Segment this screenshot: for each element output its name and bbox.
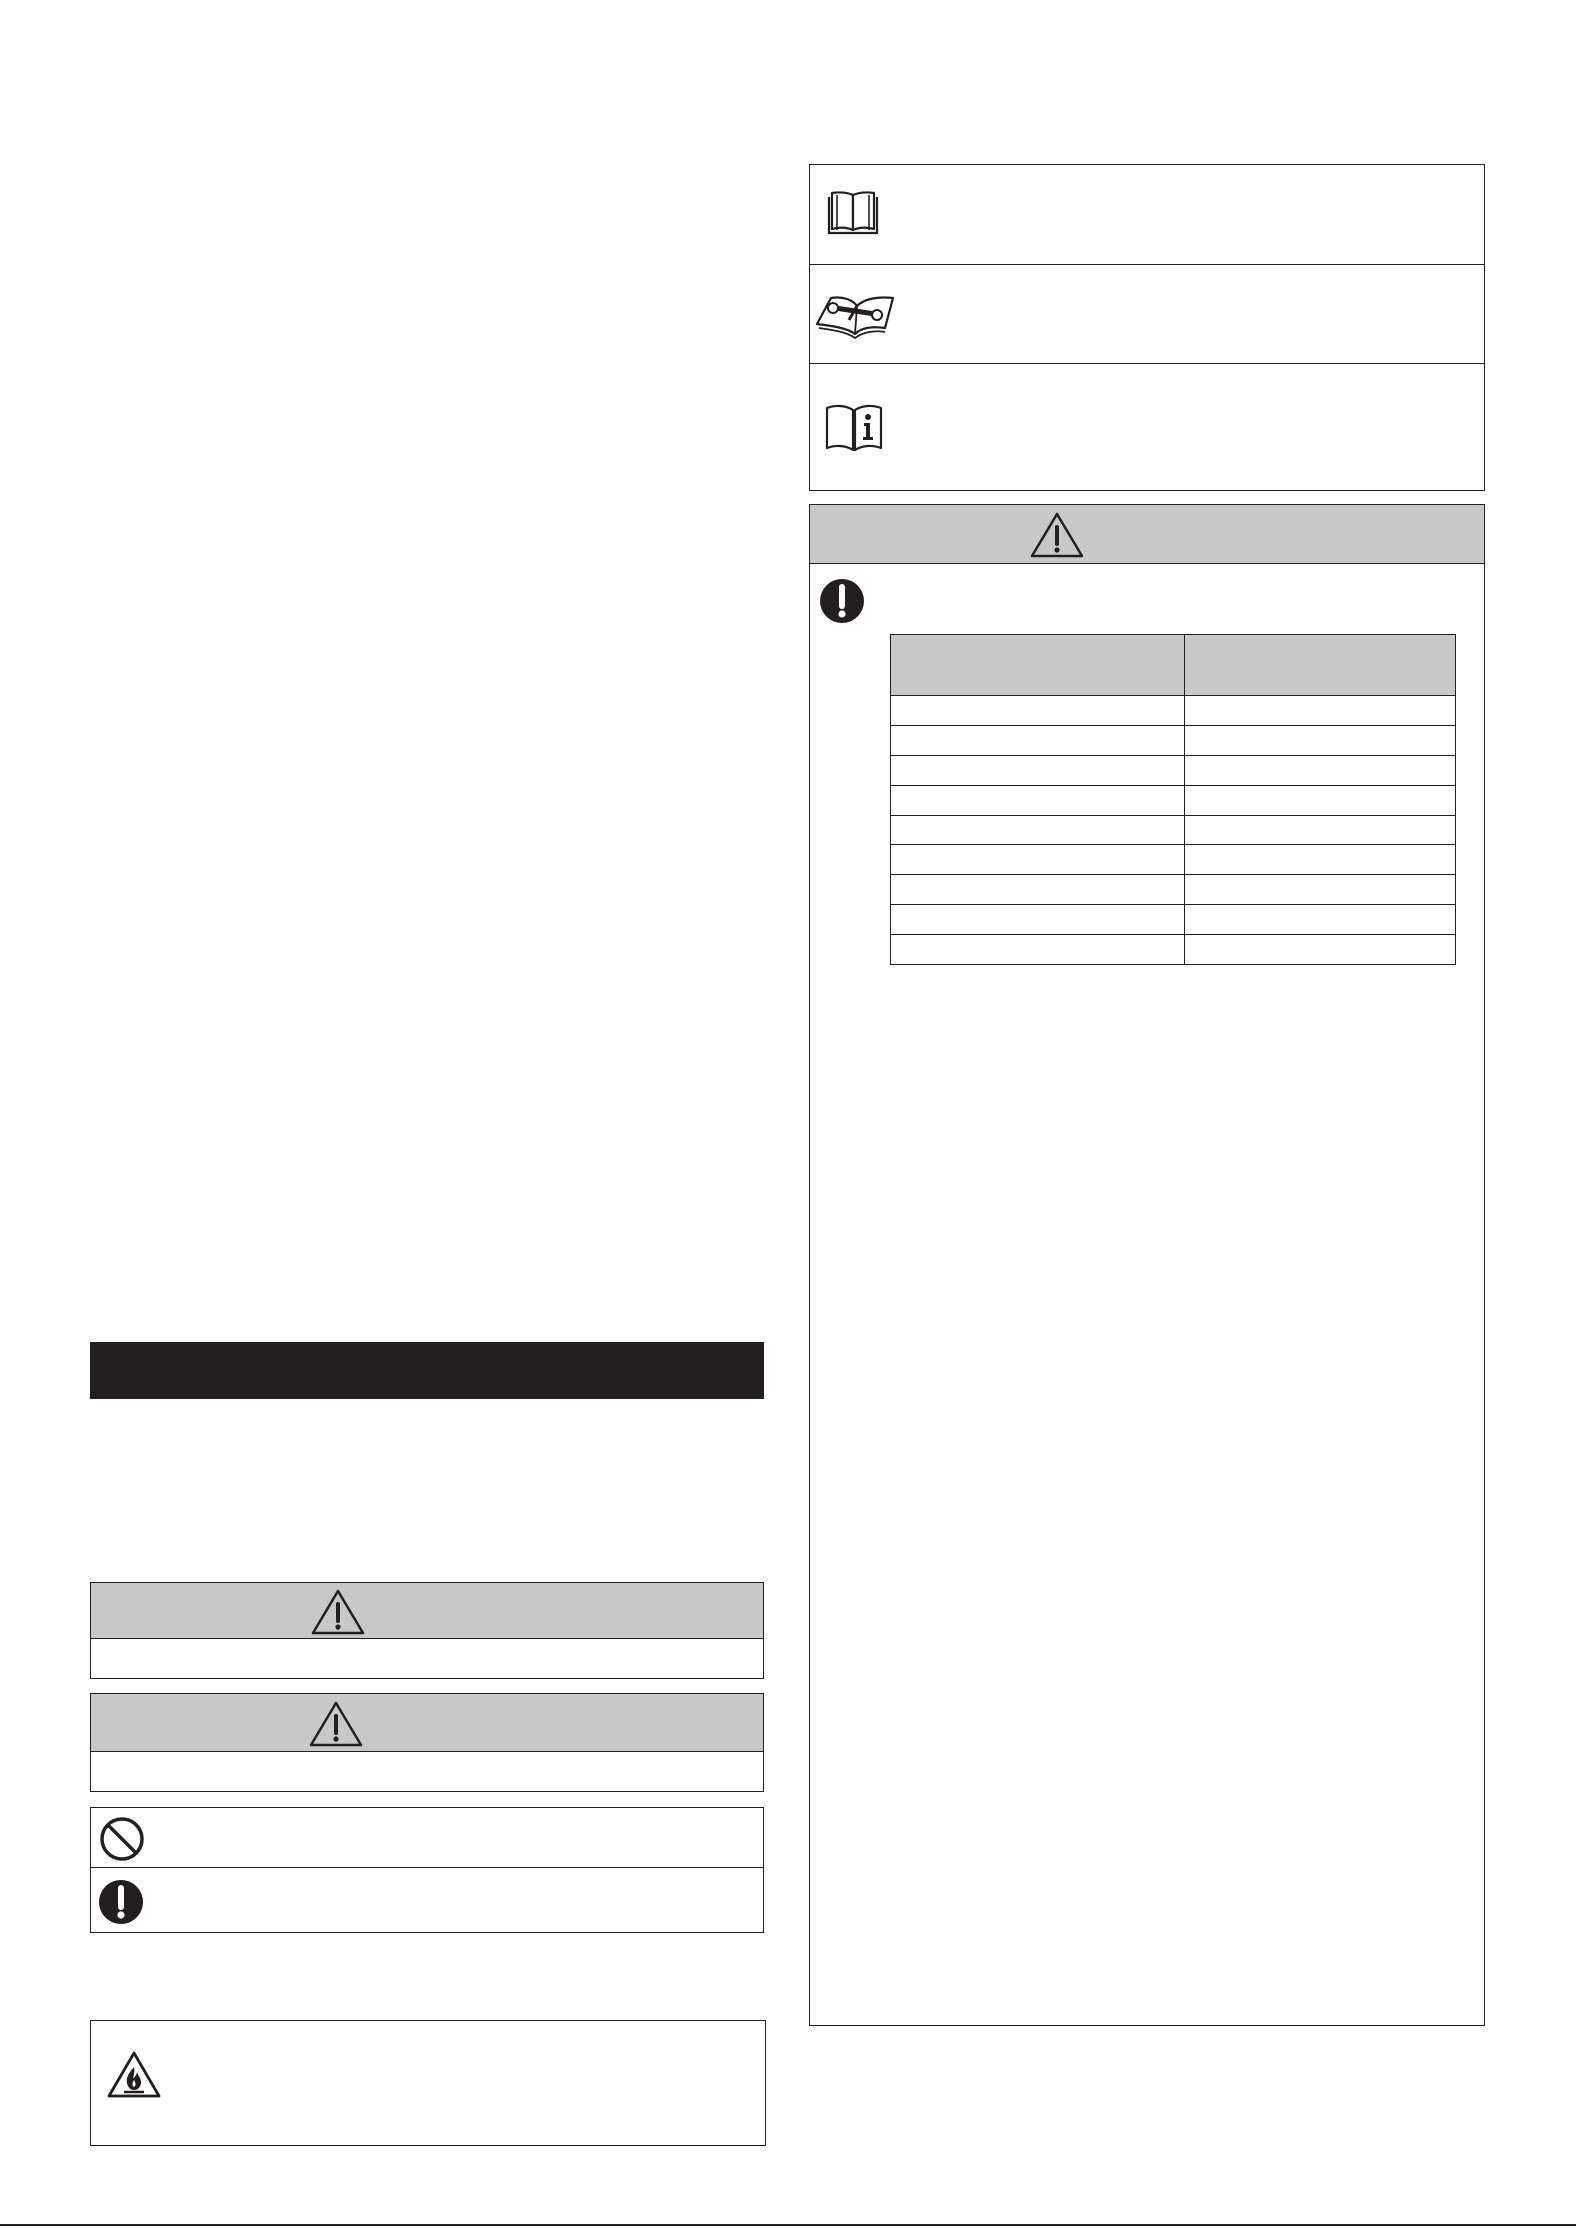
warning-panel (809, 504, 1485, 2026)
table-cell (891, 725, 1185, 755)
flammable-notice-box (90, 2020, 766, 2146)
section-heading-text (90, 1342, 764, 1366)
warning-triangle-icon (1029, 511, 1085, 559)
table-header-cell (1184, 635, 1455, 696)
symbol-explanation-box (90, 1807, 764, 1933)
warning-triangle-icon (308, 1700, 364, 1748)
operation-manual-icon (825, 189, 881, 239)
service-manual-icon (813, 288, 897, 340)
manual-symbol-row-service (810, 266, 1484, 363)
page-bottom-rule (0, 2224, 1576, 2226)
information-manual-icon (823, 402, 885, 454)
table-row (891, 725, 1456, 755)
table-cell (1184, 875, 1455, 905)
table-cell (891, 785, 1185, 815)
table-cell (1184, 725, 1455, 755)
table-header-row (891, 635, 1456, 696)
table-cell (1184, 696, 1455, 726)
table-row (891, 755, 1456, 785)
table-row (891, 785, 1456, 815)
table-cell (1184, 785, 1455, 815)
table-cell (891, 875, 1185, 905)
warning-panel-header (810, 505, 1484, 564)
mandatory-row (91, 1869, 763, 1933)
manual-symbol-row-information (810, 365, 1484, 491)
table-cell (891, 845, 1185, 875)
table-header-cell (891, 635, 1185, 696)
section-heading-bar (90, 1342, 764, 1399)
table-cell (1184, 845, 1455, 875)
mandatory-action-icon (98, 1879, 144, 1925)
warning-box-1 (90, 1582, 764, 1679)
table-cell (891, 755, 1185, 785)
warning-box-1-header (91, 1583, 763, 1639)
table-cell (891, 905, 1185, 935)
manual-symbols-box (809, 164, 1485, 491)
warning-box-2-header (91, 1694, 763, 1752)
prohibition-row (91, 1808, 763, 1868)
refrigerant-spec-table (890, 634, 1456, 965)
table-cell (891, 815, 1185, 845)
mandatory-action-icon (819, 578, 865, 624)
manual-symbol-row-operation (810, 165, 1484, 265)
prohibition-icon (98, 1815, 146, 1863)
warning-triangle-icon (310, 1588, 366, 1636)
table-row (891, 815, 1456, 845)
table-cell (1184, 755, 1455, 785)
table-row (891, 905, 1456, 935)
warning-box-2 (90, 1693, 764, 1792)
table-cell (1184, 815, 1455, 845)
table-row (891, 935, 1456, 965)
table-row (891, 845, 1456, 875)
table-cell (1184, 905, 1455, 935)
flammable-warning-icon (106, 2050, 162, 2100)
table-cell (891, 935, 1185, 965)
table-row (891, 696, 1456, 726)
table-row (891, 875, 1456, 905)
table-cell (1184, 935, 1455, 965)
table-cell (891, 696, 1185, 726)
